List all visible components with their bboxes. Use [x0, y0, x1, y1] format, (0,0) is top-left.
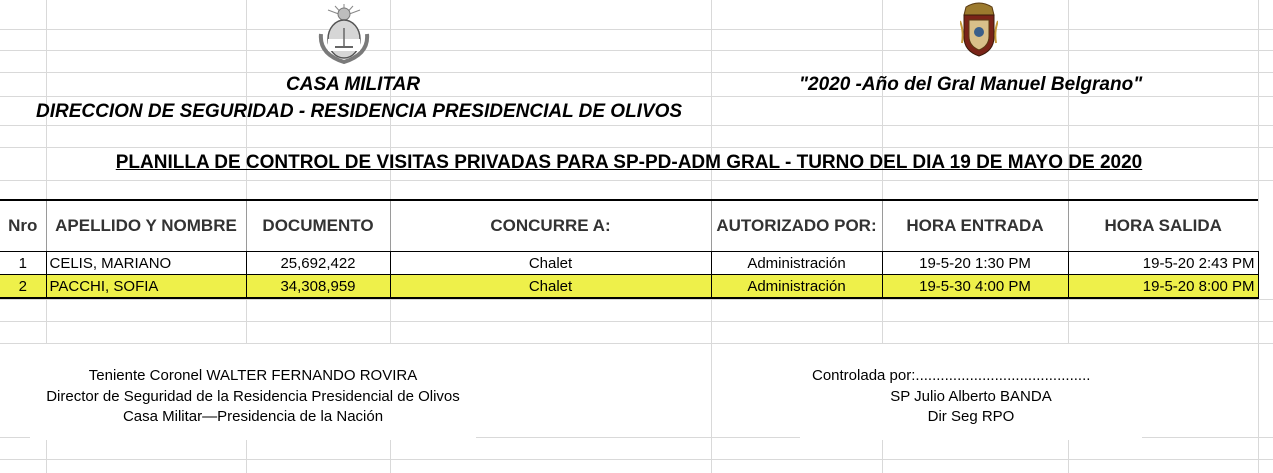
- cell-name[interactable]: PACCHI, SOFIA: [46, 275, 246, 298]
- signature-line: Casa Militar—Presidencia de la Nación: [122, 408, 384, 425]
- visits-table: [0, 199, 1259, 298]
- table-row[interactable]: [0, 252, 1258, 275]
- column-header-nro[interactable]: Nro: [0, 200, 46, 252]
- signature-line: Director de Seguridad de la Residencia Presidencial de Olivos: [46, 387, 460, 405]
- cell-exit[interactable]: 19-5-20 8:00 PM: [1068, 275, 1258, 298]
- column-header-name[interactable]: APELLIDO Y NOMBRE: [46, 200, 246, 252]
- cell-authorized[interactable]: Administración: [711, 275, 882, 298]
- signature-line: Controlada por:..........................................: [812, 367, 1091, 384]
- cell-visits[interactable]: Chalet: [390, 275, 711, 298]
- cell-document[interactable]: 34,308,959: [246, 275, 390, 298]
- national-coat-of-arms-icon: [313, 2, 375, 64]
- cell-visits[interactable]: Chalet: [390, 252, 711, 275]
- signature-line: Dir Seg RPO: [927, 408, 1015, 425]
- signature-block-director: [30, 344, 476, 440]
- cell-entry[interactable]: 19-5-20 1:30 PM: [882, 252, 1068, 275]
- cell-exit[interactable]: 19-5-20 2:43 PM: [1068, 252, 1258, 275]
- cell-entry[interactable]: 19-5-30 4:00 PM: [882, 275, 1068, 298]
- department-heading: DIRECCION DE SEGURIDAD - RESIDENCIA PRESIDENCIAL DE OLIVOS: [36, 101, 683, 122]
- signature-line: Teniente Coronel WALTER FERNANDO ROVIRA: [88, 367, 418, 384]
- table-row[interactable]: [0, 275, 1258, 298]
- signature-line: SP Julio Alberto BANDA: [890, 387, 1052, 405]
- motto-heading: "2020 -Año del Gral Manuel Belgrano": [799, 74, 1143, 95]
- column-header-exit[interactable]: HORA SALIDA: [1068, 200, 1258, 252]
- cell-nro[interactable]: 2: [0, 275, 46, 298]
- signature-block-controller: [800, 344, 1142, 440]
- column-header-document[interactable]: DOCUMENTO: [246, 200, 390, 252]
- cell-document[interactable]: 25,692,422: [246, 252, 390, 275]
- belgrano-crest-icon: [960, 1, 998, 57]
- table-header-row: [0, 200, 1258, 252]
- column-header-entry[interactable]: HORA ENTRADA: [882, 200, 1068, 252]
- cell-nro[interactable]: 1: [0, 252, 46, 275]
- sheet-title: PLANILLA DE CONTROL DE VISITAS PRIVADAS PARA SP-PD-ADM GRAL - TURNO DEL DIA 19 DE MAYO DE 2020: [115, 152, 1143, 173]
- cell-authorized[interactable]: Administración: [711, 252, 882, 275]
- column-header-authorized[interactable]: AUTORIZADO POR:: [711, 200, 882, 252]
- column-header-visits[interactable]: CONCURRE A:: [390, 200, 711, 252]
- institution-heading: CASA MILITAR: [286, 74, 421, 95]
- cell-name[interactable]: CELIS, MARIANO: [46, 252, 246, 275]
